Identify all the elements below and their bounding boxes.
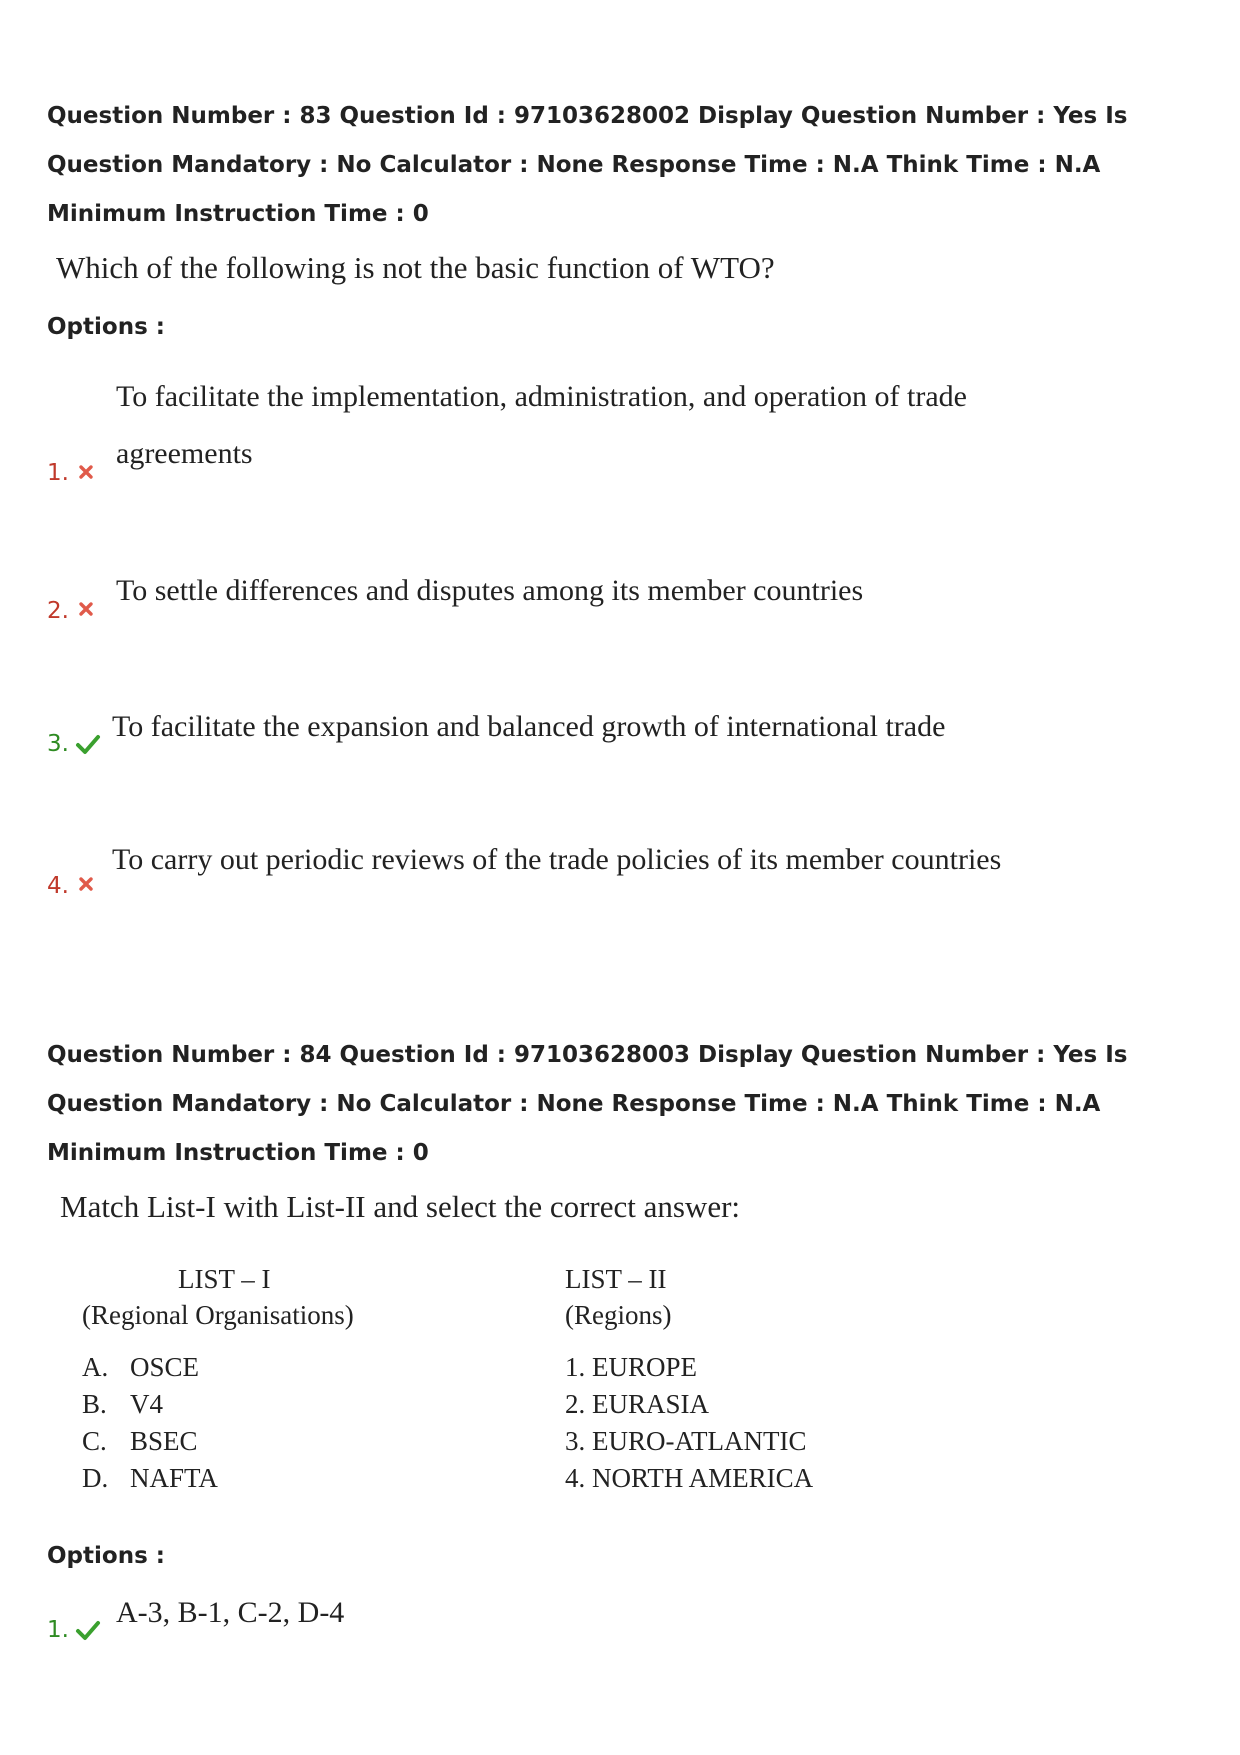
list-2-heading: LIST – II [565,1264,667,1294]
option-number: 2. [47,598,69,624]
list-2-item: 3. EURO-ATLANTIC [565,1426,807,1456]
question-84-meta: Question Number : 84 Question Id : 97103628003 Display Question Number : Yes Is Question Mandatory : No Calculator : None Response Time : N.A Think Time : N.A Minimum Instruction Time : 0 [47,1042,1128,1166]
list-2-item: 2. EURASIA [565,1389,710,1419]
cross-icon [78,601,94,617]
list-1-subheading: (Regional Organisations) [82,1300,354,1330]
check-icon [75,1619,101,1641]
cross-icon [78,464,94,480]
option-number: 3. [47,731,69,757]
option-number: 4. [47,873,69,899]
list-1-item-key: D. [82,1463,109,1493]
check-icon [75,733,101,755]
option-text-line-2: agreements [116,437,253,470]
list-1-item-key: C. [82,1426,107,1456]
option-text: To settle differences and disputes among its member countries [116,574,864,607]
question-83-meta: Question Number : 83 Question Id : 97103628002 Display Question Number : Yes Is Question Mandatory : No Calculator : None Response Time : N.A Think Time : N.A Minimum Instruction Time : 0 [47,103,1128,227]
question-84-text: Match List-I with List-II and select the correct answer: [60,1189,741,1224]
option-text: To carry out periodic reviews of the trade policies of its member countries [112,843,1002,876]
option-text: A-3, B-1, C-2, D-4 [116,1596,345,1629]
list-1-item-value: NAFTA [130,1463,218,1493]
list-1-item-value: V4 [130,1389,163,1419]
list-1-item-key: B. [82,1389,107,1419]
list-1-item-value: OSCE [130,1352,200,1382]
list-1-heading: LIST – I [178,1264,271,1294]
option-text-line-1: To facilitate the implementation, administration, and operation of trade [116,380,967,413]
list-2-item: 1. EUROPE [565,1352,698,1382]
option-number: 1. [47,1617,69,1643]
question-83-options-label: Options : [47,314,165,340]
question-84-options-label: Options : [47,1543,165,1569]
cross-icon [78,876,94,892]
list-2-subheading: (Regions) [565,1300,672,1330]
list-1-item-value: BSEC [130,1426,198,1456]
option-text: To facilitate the expansion and balanced growth of international trade [112,710,946,743]
question-83-text: Which of the following is not the basic function of WTO? [56,250,775,285]
list-1-item-key: A. [82,1352,109,1382]
option-number: 1. [47,460,69,486]
list-2-item: 4. NORTH AMERICA [565,1463,814,1493]
